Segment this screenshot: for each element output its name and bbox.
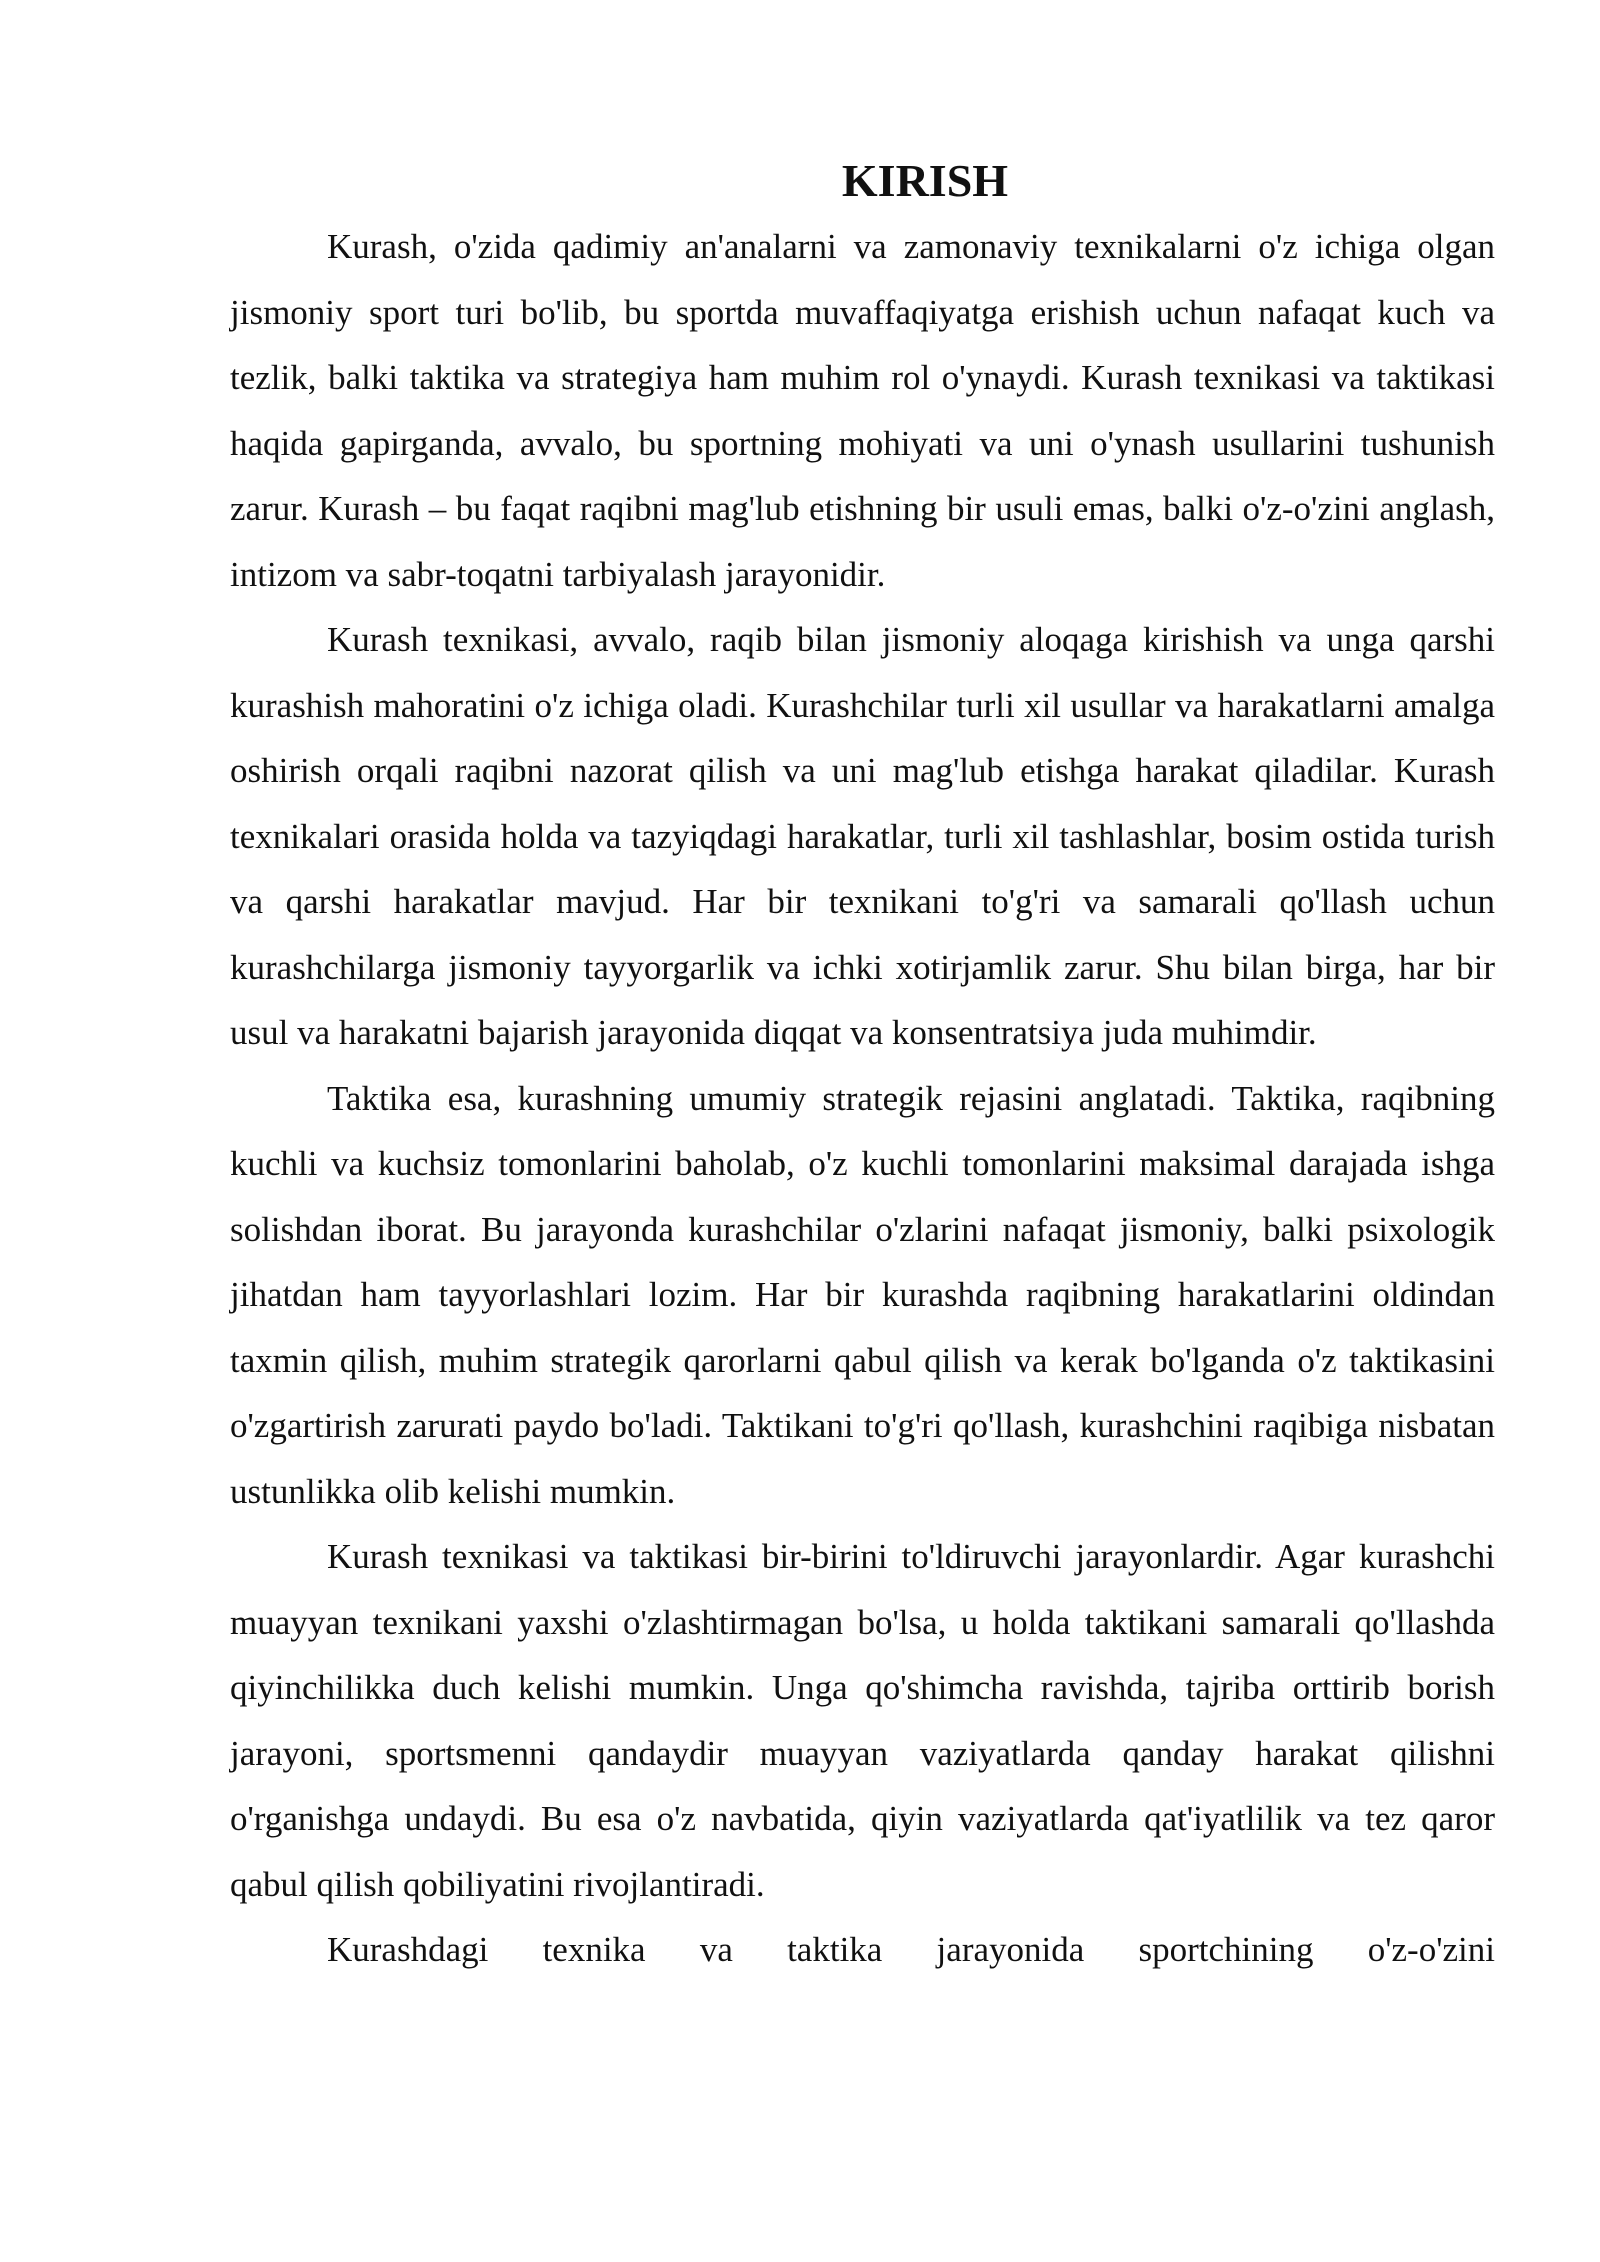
paragraph: Taktika esa, kurashning umumiy strategik rejasini anglatadi. Taktika, raqibning kuchli va kuchsiz tomonlarini baholab, o'z kuchli tomonlarini maksimal darajada ishga solishdan iborat. Bu jarayonda kurashchilar o'zlarini nafaqat jismoniy, balki psixologik jihatdan ham tayyorlashlari lozim. Har bir kurashda raqibning harakatlarini oldindan taxmin qilish, muhim strategik qarorlarni qabul qilish va kerak bo'lganda o'z taktikasini o'zgartirish zarurati paydo bo'ladi. Taktikani to'g'ri qo'llash, kurashchini raqibiga nisbatan ustunlikka olib kelishi mumkin. <box>230 1078 1495 1511</box>
paragraph: Kurash texnikasi, avvalo, raqib bilan jismoniy aloqaga kirishish va unga qarshi kurashish mahoratini o'z ichiga oladi. Kurashchilar turli xil usullar va harakatlarni amalga oshirish orqali raqibni nazorat qilish va uni mag'lub etishga harakat qiladilar. Kurash texnikalari orasida holda va tazyiqdagi harakatlar, turli xil tashlashlar, bosim ostida turish va qarshi harakatlar mavjud. Har bir texnikani to'g'ri va samarali qo'llash uchun kurashchilarga jismoniy tayyorgarlik va ichki xotirjamlik zarur. Shu bilan birga, har bir usul va harakatni bajarish jarayonida diqqat va konsentratsiya juda muhimdir. <box>230 620 1495 1052</box>
paragraph: Kurash texnikasi va taktikasi bir-birini to'ldiruvchi jarayonlardir. Agar kurashchi muayyan texnikani yaxshi o'zlashtirmagan bo'lsa, u holda taktikani samarali qo'llashda qiyinchilikka duch kelishi mumkin. Unga qo'shimcha ravishda, tajriba orttirib borish jarayoni, sportsmenni qandaydir muayyan vaziyatlarda qanday harakat qilishni o'rganishga undaydi. Bu esa o'z navbatida, qiyin vaziyatlarda qat'iyatlilik va tez qaror qabul qilish qobiliyatini rivojlantiradi. <box>230 1537 1495 1904</box>
document-body <box>230 150 1495 1983</box>
page-title: KIRISH <box>841 155 1009 206</box>
paragraph: Kurash, o'zida qadimiy an'analarni va zamonaviy texnikalarni o'z ichiga olgan jismoniy sport turi bo'lib, bu sportda muvaffaqiyatga erishish uchun nafaqat kuch va tezlik, balki taktika va strategiya ham muhim rol o'ynaydi. Kurash texnikasi va taktikasi haqida gapirganda, avvalo, bu sportning mohiyati va uni o'ynash usullarini tushunish zarur. Kurash – bu faqat raqibni mag'lub etishning bir usuli emas, balki o'z-o'zini anglash, intizom va sabr-toqatni tarbiyalash jarayonidir. <box>230 227 1495 594</box>
paragraph-continued: Kurashdagi texnika va taktika jarayonida sportchining o'z-o'zini <box>327 1930 1495 1969</box>
